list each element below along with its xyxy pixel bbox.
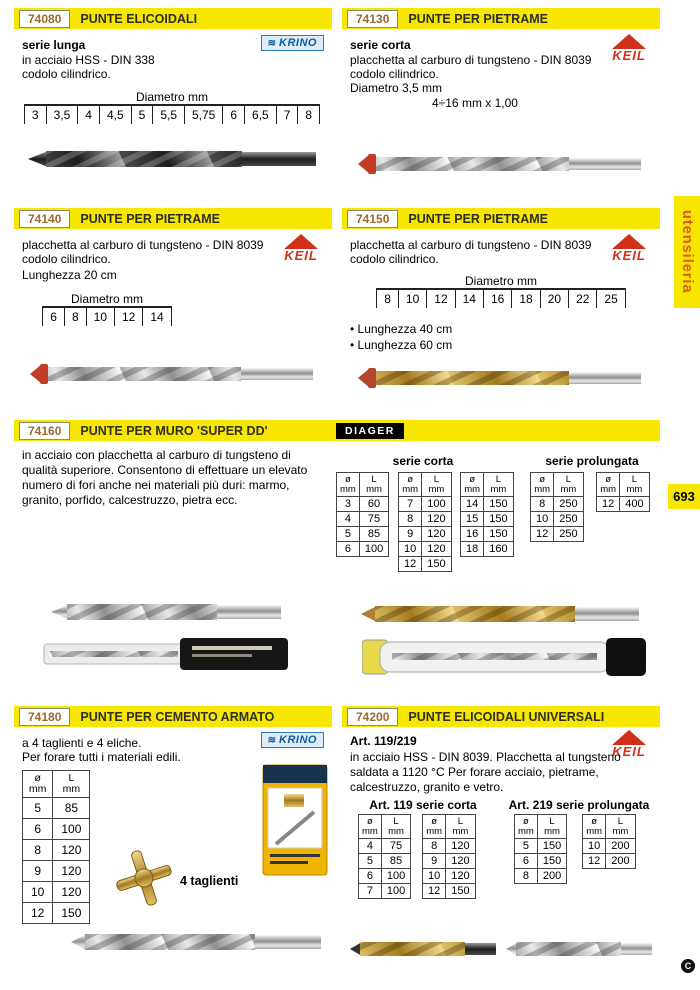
table-cell: 120 [422, 542, 451, 557]
col-header-diameter: ø mm [423, 815, 446, 839]
panel-74140 [14, 208, 332, 414]
table-cell: 5 [515, 839, 538, 854]
table-cell: 16 [461, 527, 484, 542]
col-header-diameter: ø mm [531, 473, 554, 497]
col-header-diameter: ø mm [515, 815, 538, 839]
panel-title: PUNTE ELICOIDALI [80, 11, 198, 26]
diameter-cell: 3 [24, 106, 46, 124]
table-cell: 18 [461, 542, 484, 557]
series-label: serie corta [350, 38, 411, 52]
section-tab [674, 196, 700, 308]
table-row [359, 884, 411, 899]
panel-title: PUNTE ELICOIDALI UNIVERSALI [408, 709, 605, 724]
table-cell: 9 [423, 854, 446, 869]
table-row [23, 882, 90, 903]
size-table-corta-3 [460, 472, 514, 557]
drill-black-tube-package-image [42, 634, 292, 674]
article-code: 74130 [347, 10, 398, 28]
blister-card-package-image [262, 764, 328, 876]
size-table-119-2 [422, 814, 476, 899]
keil-logo [606, 34, 652, 63]
table-cell: 8 [515, 869, 538, 884]
panel-74130 [342, 8, 660, 202]
table-row [23, 903, 90, 924]
diameter-line: Diametro 3,5 mm [350, 81, 443, 95]
diameter-values [376, 288, 626, 308]
diameter-label: Diametro mm [70, 292, 143, 306]
panel-74080-header [14, 8, 332, 29]
diameter-cell: 5,75 [184, 106, 222, 124]
keil-logo [278, 234, 324, 263]
table-cell: 12 [597, 497, 620, 512]
diameter-cell: 12 [114, 308, 142, 326]
table-cell: 5 [359, 854, 382, 869]
concrete-drill-image [69, 926, 327, 958]
col-header-diameter: ø mm [399, 473, 422, 497]
table-cell: 250 [554, 512, 583, 527]
product-description: in acciaio con placchetta al carburo di tungsteno di qualità superiore. Consentono di effettuare un elevato numero di fori anche nei materiali più duri: marmo, granito, porfido, calcestruzzo, pietra ecc. [22, 448, 308, 507]
diameter-values [42, 306, 171, 326]
table-cell: 3 [337, 497, 360, 512]
diameter-cell: 3,5 [46, 106, 78, 124]
diameter-cell: 8 [297, 106, 320, 124]
keil-label: KEIL [612, 48, 646, 63]
size-table [22, 770, 90, 924]
series-label: serie lunga [22, 38, 86, 52]
shank-line: codolo cilindrico. [350, 252, 439, 266]
table-row [531, 527, 584, 542]
table-cell: 7 [359, 884, 382, 899]
table-cell: 150 [422, 557, 451, 572]
page-number: 693 [668, 484, 700, 509]
four-cutters-callout: 4 taglienti [180, 874, 239, 888]
table-row [583, 839, 636, 854]
table-row [359, 839, 411, 854]
col-header-diameter: ø mm [359, 815, 382, 839]
table-cell: 150 [537, 854, 566, 869]
table-row [531, 497, 584, 512]
krino-wave-icon: ≋ [267, 37, 277, 49]
article-code: 74080 [19, 10, 70, 28]
diameter-cell: 6,5 [244, 106, 276, 124]
panel-title: PUNTE PER PIETRAME [408, 211, 548, 226]
table-cell: 200 [537, 869, 566, 884]
panel-title: PUNTE PER PIETRAME [408, 11, 548, 26]
diameter-cell: 22 [568, 290, 596, 308]
table-cell: 60 [359, 497, 388, 512]
table-cell: 5 [337, 527, 360, 542]
four-cutter-head-image [106, 840, 182, 916]
keil-label: KEIL [612, 744, 646, 759]
table-cell: 10 [23, 882, 53, 903]
table-row [461, 542, 514, 557]
table-row [531, 512, 584, 527]
table-cell: 100 [381, 884, 410, 899]
diameter-cell: 14 [455, 290, 483, 308]
table-row [461, 512, 514, 527]
table-row [515, 854, 567, 869]
table-row [583, 854, 636, 869]
krino-wave-icon: ≋ [267, 734, 277, 746]
masonry-drill-image [354, 146, 649, 182]
krino-logo [261, 35, 324, 51]
diameter-label: Diametro mm [135, 90, 208, 104]
diameter-cell: 7 [276, 106, 298, 124]
col-header-diameter: ø mm [23, 771, 53, 798]
table-cell: 85 [53, 798, 90, 819]
col-header-diameter: ø mm [461, 473, 484, 497]
product-description: in acciaio HSS - DIN 8039. Placchetta al tungsteno saldata a 1120 °C Per forare acciaio, pietrame, calcestruzzo, granito e vetro. [350, 750, 621, 794]
size-table-219-1 [514, 814, 567, 884]
table-cell: 12 [583, 854, 606, 869]
table-row [399, 542, 452, 557]
col-header-length: L mm [554, 473, 583, 497]
diameter-cell: 8 [64, 308, 86, 326]
diameter-cell: 20 [540, 290, 568, 308]
table-cell: 120 [446, 839, 475, 854]
keil-label: KEIL [284, 248, 318, 263]
panel-74080 [14, 8, 332, 202]
table-cell: 14 [461, 497, 484, 512]
table-cell: 8 [399, 512, 422, 527]
table-cell: 10 [531, 512, 554, 527]
table-cell: 250 [554, 497, 583, 512]
table-row [461, 527, 514, 542]
diameter-label: Diametro mm [464, 274, 537, 288]
diameter-cell: 12 [426, 290, 454, 308]
shank-line: codolo cilindrico. [22, 252, 111, 266]
table-cell: 400 [620, 497, 649, 512]
table-row [337, 512, 389, 527]
table-cell: 200 [606, 839, 635, 854]
table-row [423, 854, 476, 869]
table-row [337, 542, 389, 557]
diameter-cell: 8 [376, 290, 398, 308]
table-cell: 150 [53, 903, 90, 924]
col-header-length: L mm [484, 473, 513, 497]
panel-74150 [342, 208, 660, 414]
table-row [399, 497, 452, 512]
table-row [423, 869, 476, 884]
universal-drill-gold-image [348, 934, 498, 964]
panel-title: PUNTE PER PIETRAME [80, 211, 220, 226]
drill-clear-tube-package-image [362, 636, 652, 680]
table-cell: 12 [423, 884, 446, 899]
table-cell: 120 [422, 527, 451, 542]
diameter-cell: 10 [398, 290, 426, 308]
table-cell: 4 [337, 512, 360, 527]
col-header-length: L mm [606, 815, 635, 839]
table-cell: 12 [23, 903, 53, 924]
table-cell: 150 [537, 839, 566, 854]
diameter-cell: 5 [131, 106, 153, 124]
panel-74160 [14, 420, 660, 702]
shank-line: codolo cilindrico. [22, 67, 111, 81]
diameter-table [350, 274, 652, 308]
section-label: utensileria [679, 210, 695, 294]
table-row [23, 861, 90, 882]
table-cell: 100 [422, 497, 451, 512]
material-line: placchetta al carburo di tungsteno - DIN 8039 [22, 238, 264, 252]
table-cell: 75 [359, 512, 388, 527]
panel-74200 [342, 706, 660, 984]
panel-74200-header [342, 706, 660, 727]
col-header-diameter: ø mm [337, 473, 360, 497]
diameter-cell: 4 [77, 106, 99, 124]
table-cell: 160 [484, 542, 513, 557]
table-cell: 150 [484, 497, 513, 512]
diameter-cell: 10 [86, 308, 114, 326]
keil-roof-icon [284, 234, 318, 249]
shank-line: codolo cilindrico. [350, 67, 439, 81]
size-table-219-2 [582, 814, 636, 869]
table-cell: 120 [53, 840, 90, 861]
table-row [399, 512, 452, 527]
table-row [337, 497, 389, 512]
table-cell: 120 [422, 512, 451, 527]
table-row [515, 839, 567, 854]
table-cell: 10 [423, 869, 446, 884]
table-cell: 12 [531, 527, 554, 542]
panel-74180 [14, 706, 332, 984]
table-row [23, 840, 90, 861]
table-cell: 9 [23, 861, 53, 882]
table-cell: 85 [359, 527, 388, 542]
article-code: 74150 [347, 210, 398, 228]
table-cell: 120 [446, 854, 475, 869]
article-code: 74140 [19, 210, 70, 228]
masonry-drill-image [354, 360, 649, 396]
diameter-cell: 18 [511, 290, 539, 308]
krino-label: KRINO [279, 37, 317, 49]
col-header-length: L mm [381, 815, 410, 839]
keil-label: KEIL [612, 248, 646, 263]
diameter-cell: 6 [42, 308, 64, 326]
col-header-length: L mm [359, 473, 388, 497]
panel-title: PUNTE PER MURO 'SUPER DD' [80, 423, 268, 438]
material-line: in acciaio HSS - DIN 338 [22, 53, 155, 67]
corner-mark: C [681, 959, 695, 973]
size-table-corta-1 [336, 472, 389, 557]
table-cell: 8 [531, 497, 554, 512]
krino-logo [261, 732, 324, 748]
serie-corta-label: serie corta [392, 454, 454, 468]
table-row [423, 884, 476, 899]
length-bullet: • Lunghezza 60 cm [350, 338, 453, 352]
table-cell: 6 [359, 869, 382, 884]
keil-logo [606, 234, 652, 263]
panel-74150-header [342, 208, 660, 229]
size-table-prolungata-2 [596, 472, 650, 512]
table-cell: 100 [359, 542, 388, 557]
serie-prolungata-label: serie prolungata [545, 454, 639, 468]
diager-logo: DIAGER [336, 423, 404, 439]
table-row [359, 854, 411, 869]
diameter-table [22, 90, 322, 124]
table-cell: 200 [606, 854, 635, 869]
table-row [597, 497, 650, 512]
twist-drill-image [26, 142, 321, 176]
table-cell: 150 [446, 884, 475, 899]
table-cell: 6 [337, 542, 360, 557]
size-table-prolungata-1 [530, 472, 584, 542]
col-header-length: L mm [53, 771, 90, 798]
keil-roof-icon [612, 234, 646, 249]
table-cell: 150 [484, 527, 513, 542]
table-row [423, 839, 476, 854]
table-row [399, 527, 452, 542]
feature-line: a 4 taglienti e 4 eliche. [22, 736, 142, 750]
panel-74160-header [14, 420, 660, 441]
col-header-diameter: ø mm [583, 815, 606, 839]
range-line: 4÷16 mm x 1,00 [432, 96, 518, 110]
keil-roof-icon [612, 34, 646, 49]
table-cell: 120 [446, 869, 475, 884]
length-bullet: • Lunghezza 40 cm [350, 322, 453, 336]
diameter-cell: 5,5 [152, 106, 184, 124]
panel-74140-header [14, 208, 332, 229]
table-row [23, 798, 90, 819]
table-cell: 150 [484, 512, 513, 527]
masonry-drill-image [26, 356, 321, 392]
length-line: Lunghezza 20 cm [22, 268, 117, 282]
article-code: 74200 [347, 708, 398, 726]
col-header-length: L mm [422, 473, 451, 497]
usage-line: Per forare tutti i materiali edili. [22, 750, 181, 764]
table-row [337, 527, 389, 542]
panel-title: PUNTE PER CEMENTO ARMATO [80, 709, 275, 724]
article-line: Art. 119/219 [350, 734, 417, 748]
table-row [461, 497, 514, 512]
diameter-values [24, 104, 320, 124]
panel-74180-header [14, 706, 332, 727]
table-row [515, 869, 567, 884]
table-cell: 120 [53, 882, 90, 903]
table-cell: 100 [381, 869, 410, 884]
diameter-cell: 6 [222, 106, 244, 124]
col-header-length: L mm [537, 815, 566, 839]
table-cell: 85 [381, 854, 410, 869]
keil-roof-icon [612, 730, 646, 745]
diameter-cell: 25 [596, 290, 625, 308]
size-table-119-1 [358, 814, 411, 899]
table-row [23, 819, 90, 840]
col-header-diameter: ø mm [597, 473, 620, 497]
size-table-corta-2 [398, 472, 452, 572]
table-cell: 9 [399, 527, 422, 542]
material-line: placchetta al carburo di tungsteno - DIN 8039 [350, 53, 592, 67]
table-cell: 250 [554, 527, 583, 542]
table-cell: 6 [23, 819, 53, 840]
super-dd-drill-image [49, 596, 284, 628]
art119-label: Art. 119 serie corta [369, 798, 477, 812]
universal-drill-silver-image [504, 934, 654, 964]
panel-74130-header [342, 8, 660, 29]
table-cell: 100 [53, 819, 90, 840]
diameter-cell: 14 [142, 308, 171, 326]
table-cell: 75 [381, 839, 410, 854]
table-cell: 6 [515, 854, 538, 869]
table-row [359, 869, 411, 884]
diameter-table [22, 292, 192, 326]
table-cell: 15 [461, 512, 484, 527]
super-dd-long-drill-image [359, 596, 644, 632]
table-cell: 10 [399, 542, 422, 557]
diameter-cell: 16 [483, 290, 511, 308]
art219-label: Art. 219 serie prolungata [508, 798, 650, 812]
col-header-length: L mm [620, 473, 649, 497]
table-cell: 8 [23, 840, 53, 861]
table-cell: 120 [53, 861, 90, 882]
article-code: 74180 [19, 708, 70, 726]
table-cell: 10 [583, 839, 606, 854]
table-cell: 12 [399, 557, 422, 572]
table-cell: 5 [23, 798, 53, 819]
material-line: placchetta al carburo di tungsteno - DIN 8039 [350, 238, 592, 252]
table-cell: 7 [399, 497, 422, 512]
article-code: 74160 [19, 422, 70, 440]
table-row [399, 557, 452, 572]
table-cell: 8 [423, 839, 446, 854]
diameter-cell: 4,5 [99, 106, 131, 124]
krino-label: KRINO [279, 734, 317, 746]
col-header-length: L mm [446, 815, 475, 839]
table-cell: 4 [359, 839, 382, 854]
